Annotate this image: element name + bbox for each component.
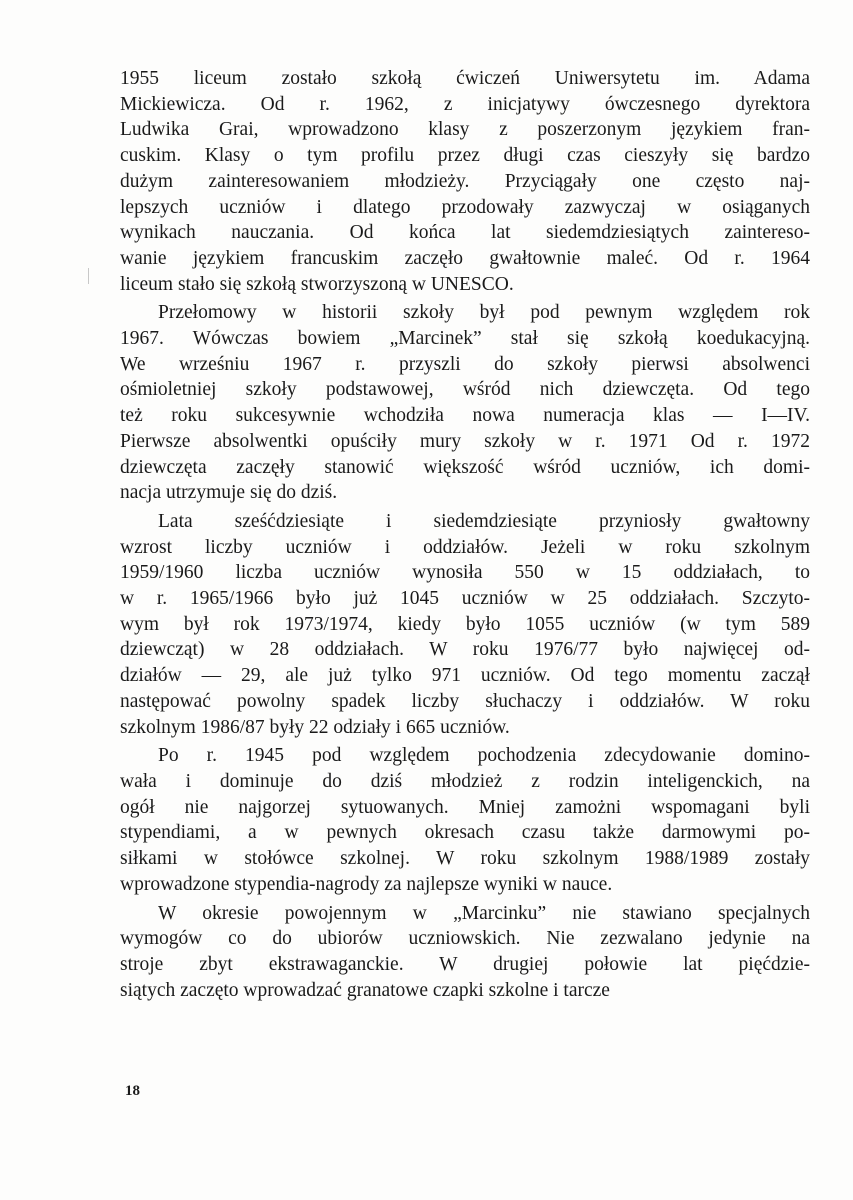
paragraph: [120, 300, 810, 506]
text-line: stypendiami, a w pewnych okresach czasu także darmowymi po-: [120, 822, 810, 844]
text-line: wzrost liczby uczniów i oddziałów. Jeżeli w roku szkolnym: [120, 536, 810, 558]
text-line: W okresie powojennym w „Marcinku” nie stawiano specjalnych: [158, 902, 810, 924]
text-line: ogół nie najgorzej sytuowanych. Mniej zamożni wspomagani byli: [120, 796, 810, 818]
text-line: dziewczęta zaczęły stanowić większość wśród uczniów, ich domi-: [120, 456, 810, 478]
paragraph: [120, 66, 810, 297]
text-line: w r. 1965/1966 było już 1045 uczniów w 25 oddziałach. Szczyto-: [120, 588, 810, 610]
page-number: 18: [125, 1083, 140, 1099]
paragraph: [120, 901, 810, 1004]
text-line: szkolnym 1986/87 były 22 odziały i 665 uczniów.: [120, 716, 510, 738]
paragraph: [120, 509, 810, 740]
text-line: Mickiewicza. Od r. 1962, z inicjatywy ówczesnego dyrektora: [120, 93, 810, 115]
text-line: stroje zbyt ekstrawaganckie. W drugiej połowie lat pięćdzie-: [120, 953, 810, 975]
text-line: Pierwsze absolwentki opuściły mury szkoły w r. 1971 Od r. 1972: [120, 430, 810, 452]
paragraph: [120, 743, 810, 897]
text-line: wynikach nauczania. Od końca lat siedemdziesiątych zaintereso-: [120, 222, 810, 244]
text-line: wym był rok 1973/1974, kiedy było 1055 uczniów (w tym 589: [120, 613, 810, 635]
text-line: wprowadzone stypendia-nagrody za najlepsze wyniki w nauce.: [120, 873, 613, 895]
text-line: cuskim. Klasy o tym profilu przez długi czas cieszyły się bardzo: [120, 145, 810, 167]
text-line: Lata sześćdziesiąte i siedemdziesiąte przyniosły gwałtowny: [158, 510, 810, 532]
text-line: dziewcząt) w 28 oddziałach. W roku 1976/77 było najwięcej od-: [120, 639, 810, 661]
text-line: nacja utrzymuje się do dziś.: [120, 482, 338, 504]
text-line: Przełomowy w historii szkoły był pod pewnym względem rok: [158, 302, 810, 324]
page-body-text: [120, 66, 810, 1006]
text-line: 1959/1960 liczba uczniów wynosiła 550 w 15 oddziałach, to: [120, 562, 810, 584]
text-line: też roku sukcesywnie wchodziła nowa numeracja klas — I—IV.: [120, 405, 810, 427]
text-line: We wrześniu 1967 r. przyszli do szkoły pierwsi absolwenci: [120, 353, 810, 375]
text-line: ośmioletniej szkoły podstawowej, wśród nich dziewczęta. Od tego: [120, 379, 810, 401]
text-line: wanie językiem francuskim zaczęło gwałtownie maleć. Od r. 1964: [120, 247, 810, 269]
text-line: wała i dominuje do dziś młodzież z rodzin inteligenckich, na: [120, 770, 810, 792]
text-line: działów — 29, ale już tylko 971 uczniów. Od tego momentu zaczął: [120, 665, 810, 687]
text-line: wymogów co do ubiorów uczniowskich. Nie zezwalano jedynie na: [120, 928, 810, 950]
text-line: liceum stało się szkołą stworzyszoną w UNESCO.: [120, 273, 514, 295]
text-line: dużym zainteresowaniem młodzieży. Przyciągały one często naj-: [120, 170, 810, 192]
text-line: 1955 liceum zostało szkołą ćwiczeń Uniwersytetu im. Adama: [120, 68, 810, 89]
text-line: Po r. 1945 pod względem pochodzenia zdecydowanie domino-: [158, 745, 810, 767]
text-line: następować powolny spadek liczby słuchaczy i oddziałów. W roku: [120, 690, 810, 712]
text-line: lepszych uczniów i dlatego przodowały zazwyczaj w osiąganych: [120, 196, 810, 218]
text-line: Ludwika Grai, wprowadzono klasy z poszerzonym językiem fran-: [120, 119, 810, 141]
scan-edge-mark: [88, 268, 89, 284]
text-line: siątych zaczęto wprowadzać granatowe czapki szkolne i tarcze: [120, 979, 610, 1001]
text-line: 1967. Wówczas bowiem „Marcinek” stał się szkołą koedukacyjną.: [120, 328, 810, 350]
text-line: siłkami w stołówce szkolnej. W roku szkolnym 1988/1989 zostały: [120, 848, 810, 870]
